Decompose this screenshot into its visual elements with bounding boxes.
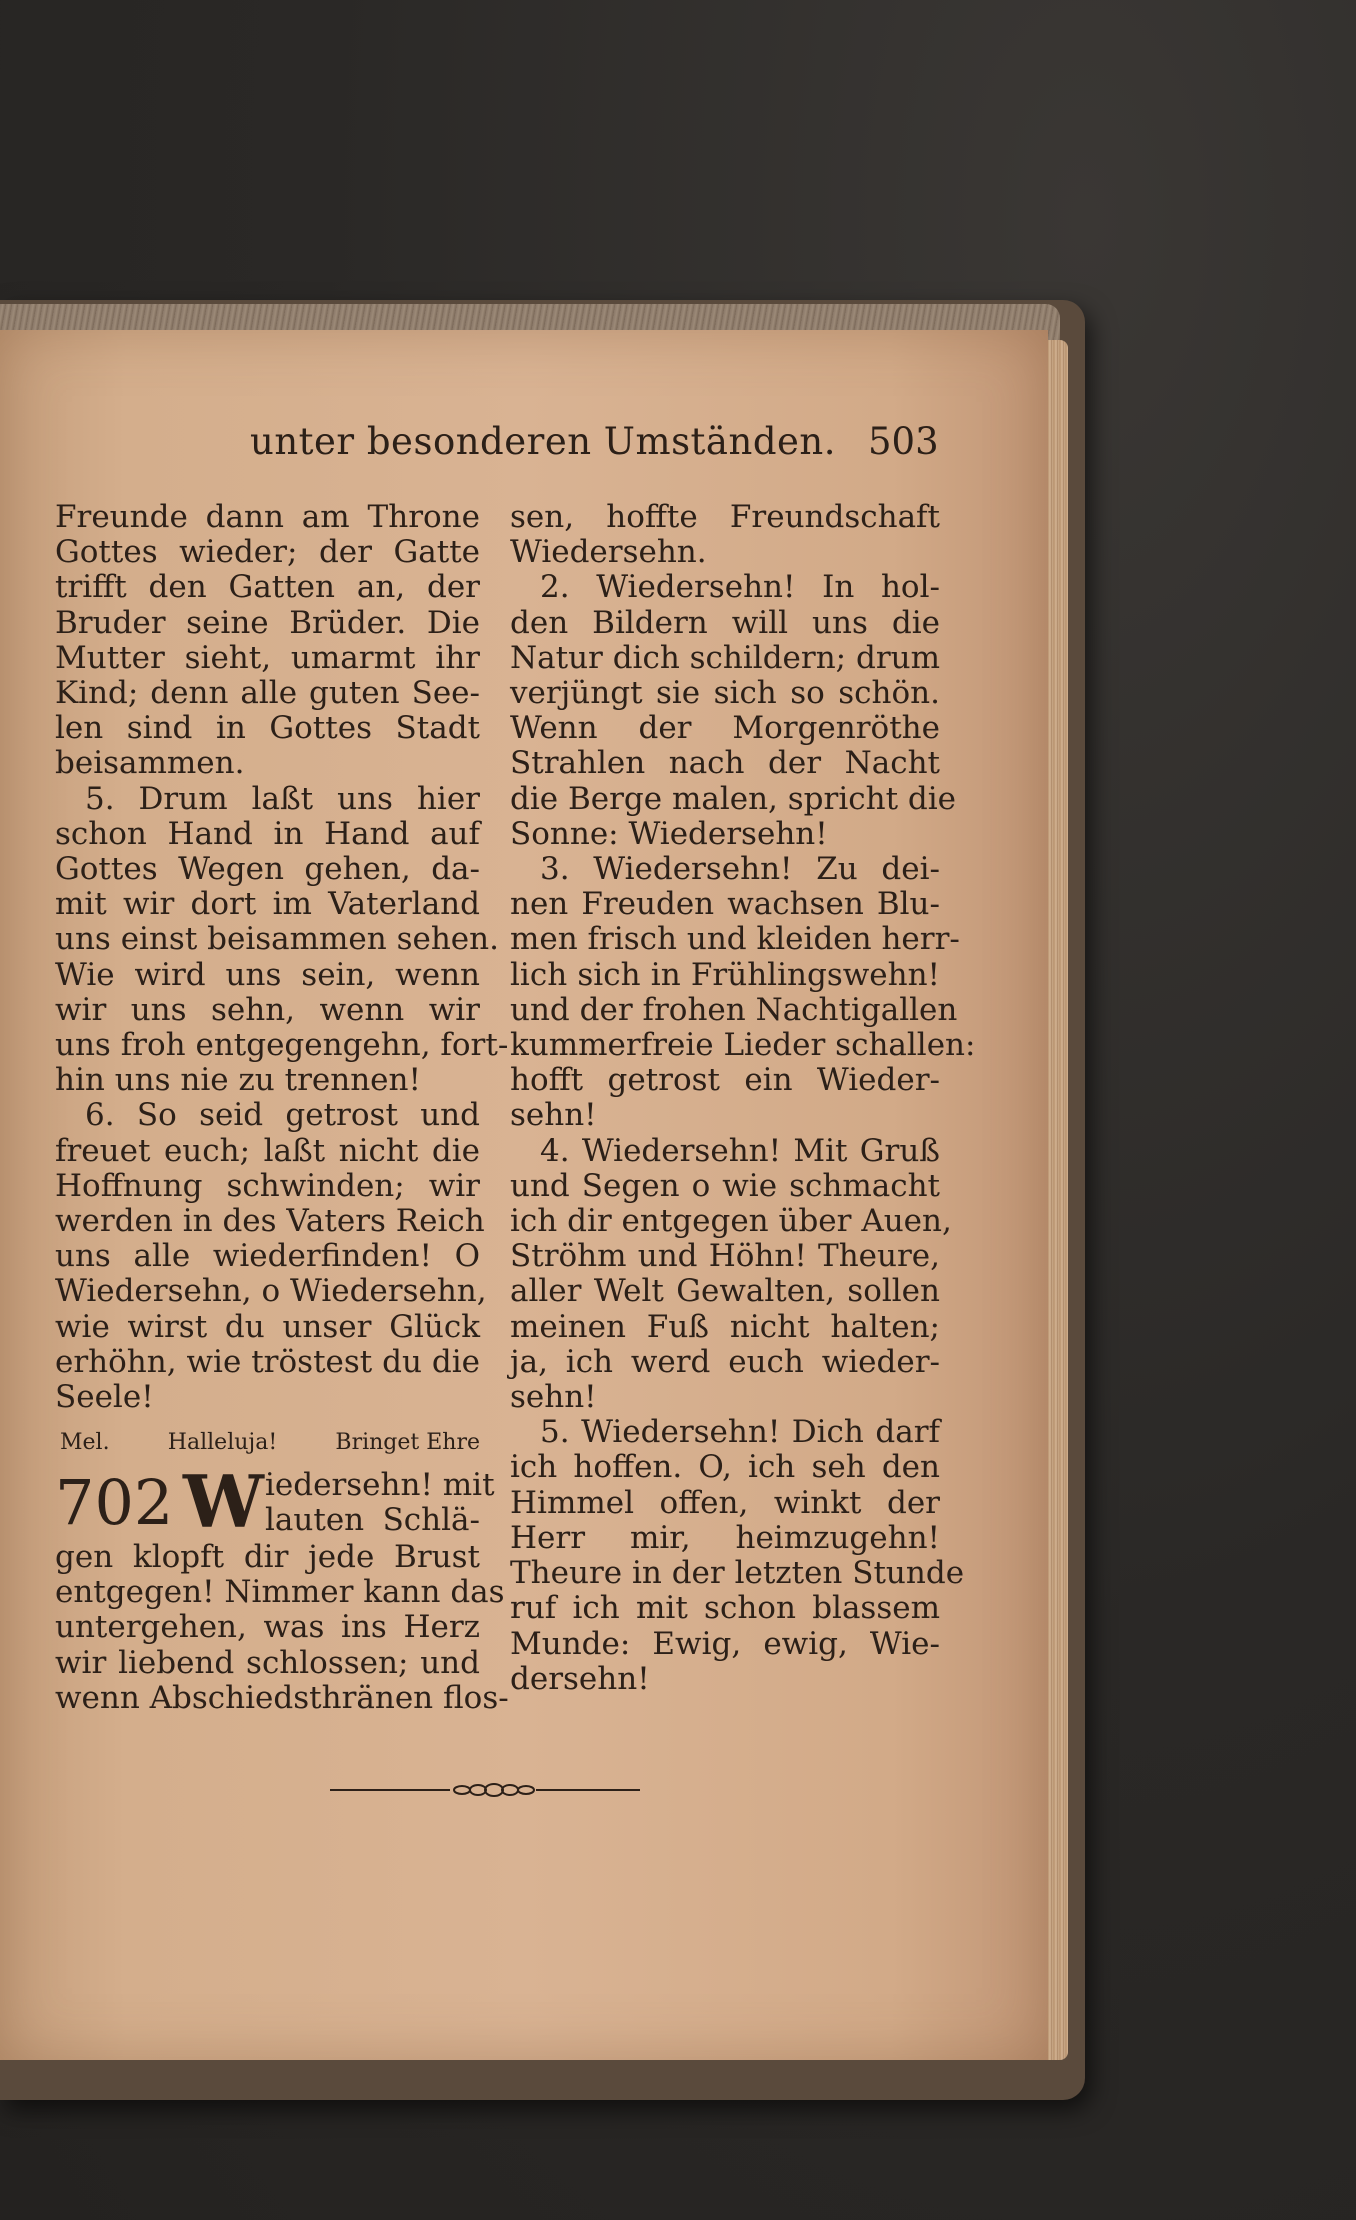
hymn-body <box>55 1539 509 1716</box>
text-line: uns alle wiederfinden! O <box>55 1238 480 1275</box>
ornament-divider <box>330 1780 640 1800</box>
text-line: iedersehn! mit <box>265 1467 495 1503</box>
text-line: 2. Wiedersehn! In hol- <box>540 569 940 606</box>
text-line: Strahlen nach der Nacht <box>510 745 940 782</box>
text-line: gen klopft dir jede Brust <box>55 1539 480 1575</box>
text-line: wir uns sehn, wenn wir <box>55 991 480 1028</box>
text-line: Bruder seine Brüder. Die <box>55 604 480 641</box>
text-line: Gottes wieder; der Gatte <box>55 534 480 571</box>
text-line: uns froh entgegengehn, fort- <box>55 1027 509 1064</box>
text-line: Wiedersehn. <box>510 534 707 571</box>
text-line: Freunde dann am Throne <box>55 499 480 535</box>
text-line: werden in des Vaters Reich <box>55 1203 485 1240</box>
text-line: Sonne: Wiedersehn! <box>510 815 828 852</box>
text-line: uns einst beisammen sehen. <box>55 921 499 958</box>
page-number: 503 <box>868 420 939 463</box>
text-line: beisammen. <box>55 745 245 782</box>
text-line: entgegen! Nimmer kann das <box>55 1574 505 1611</box>
text-line: nen Freuden wachsen Blu- <box>510 886 940 923</box>
text-line: wie wirst du unser Glück <box>55 1308 480 1345</box>
text-line: lauten Schlä- <box>265 1502 480 1539</box>
text-line: Himmel offen, winkt der <box>510 1484 940 1521</box>
text-line: freuet euch; laßt nicht die <box>55 1132 480 1169</box>
text-line: dersehn! <box>510 1660 650 1697</box>
text-line: 4. Wiedersehn! Mit Gruß <box>540 1132 940 1169</box>
text-line: Natur dich schildern; drum <box>510 639 941 676</box>
text-line: erhöhn, wie tröstest du die <box>55 1343 480 1380</box>
drop-cap: W <box>183 1459 264 1544</box>
right-column <box>510 499 976 1697</box>
text-line: Wie wird uns sein, wenn <box>55 956 480 993</box>
text-line: hofft getrost ein Wieder- <box>510 1062 940 1099</box>
text-line: trifft den Gatten an, der <box>55 569 480 606</box>
text-line: 5. Drum laßt uns hier <box>85 780 480 817</box>
text-line: sehn! <box>510 1379 597 1416</box>
melody-tune: Halleluja! <box>167 1430 278 1455</box>
text-line: len sind in Gottes Stadt <box>55 710 480 747</box>
text-line: untergehen, was ins Herz <box>55 1609 480 1646</box>
text-line: schon Hand in Hand auf <box>55 815 480 852</box>
text-line: 6. So seid getrost und <box>85 1097 480 1134</box>
text-line: die Berge malen, spricht die <box>510 780 956 817</box>
hymn-side-lines <box>265 1467 495 1539</box>
text-line: Mutter sieht, umarmt ihr <box>55 639 480 676</box>
running-head: unter besonderen Umständen. <box>250 420 836 463</box>
text-line: Theure in der letzten Stunde <box>510 1555 965 1592</box>
text-line: mit wir dort im Vaterland <box>55 886 480 923</box>
text-line: Kind; denn alle guten See- <box>55 675 480 712</box>
text-line: ruf ich mit schon blassem <box>510 1590 940 1627</box>
text-line: meinen Fuß nicht halten; <box>510 1308 940 1345</box>
text-line: kummerfreie Lieder schallen: <box>510 1027 976 1064</box>
text-line: wir liebend schlossen; und <box>55 1644 480 1681</box>
text-line: Wenn der Morgenröthe <box>510 710 940 747</box>
melody-rest: Bringet Ehre <box>335 1430 480 1455</box>
text-line: 3. Wiedersehn! Zu dei- <box>540 851 940 888</box>
melody-line <box>60 1430 480 1455</box>
text-line: Gottes Wegen gehen, da- <box>55 851 480 888</box>
text-line: hin uns nie zu trennen! <box>55 1062 421 1099</box>
text-line: den Bildern will uns die <box>510 604 940 641</box>
text-line: und Segen o wie schmacht <box>510 1167 940 1204</box>
text-line: sen, hoffte Freundschaft <box>510 499 940 535</box>
text-line: sehn! <box>510 1097 597 1134</box>
text-line: Ströhm und Höhn! Theure, <box>510 1238 940 1275</box>
text-line: ich dir entgegen über Auen, <box>510 1203 952 1240</box>
text-line: wenn Abschiedsthränen flos- <box>55 1679 509 1716</box>
text-line: Hoffnung schwinden; wir <box>55 1167 480 1204</box>
text-line: men frisch und kleiden herr- <box>510 921 960 958</box>
text-line: lich sich in Frühlingswehn! <box>510 956 940 993</box>
page-content <box>0 330 1048 2060</box>
text-line: ich hoffen. O, ich seh den <box>510 1449 940 1486</box>
left-column <box>55 499 509 1416</box>
book-page <box>0 330 1048 2060</box>
text-line: ja, ich werd euch wieder- <box>510 1343 940 1380</box>
text-line: Wiedersehn, o Wiedersehn, <box>55 1273 487 1310</box>
text-line: 5. Wiedersehn! Dich darf <box>540 1414 940 1451</box>
text-line: Herr mir, heimzugehn! <box>510 1519 940 1556</box>
text-line: verjüngt sie sich so schön. <box>510 675 940 712</box>
text-line: aller Welt Gewalten, sollen <box>510 1273 940 1310</box>
text-line: und der frohen Nachtigallen <box>510 991 958 1028</box>
text-line: Munde: Ewig, ewig, Wie- <box>510 1625 940 1662</box>
hymn-number: 702 <box>55 1466 174 1539</box>
text-line: Seele! <box>55 1379 154 1416</box>
melody-label: Mel. <box>60 1430 110 1455</box>
